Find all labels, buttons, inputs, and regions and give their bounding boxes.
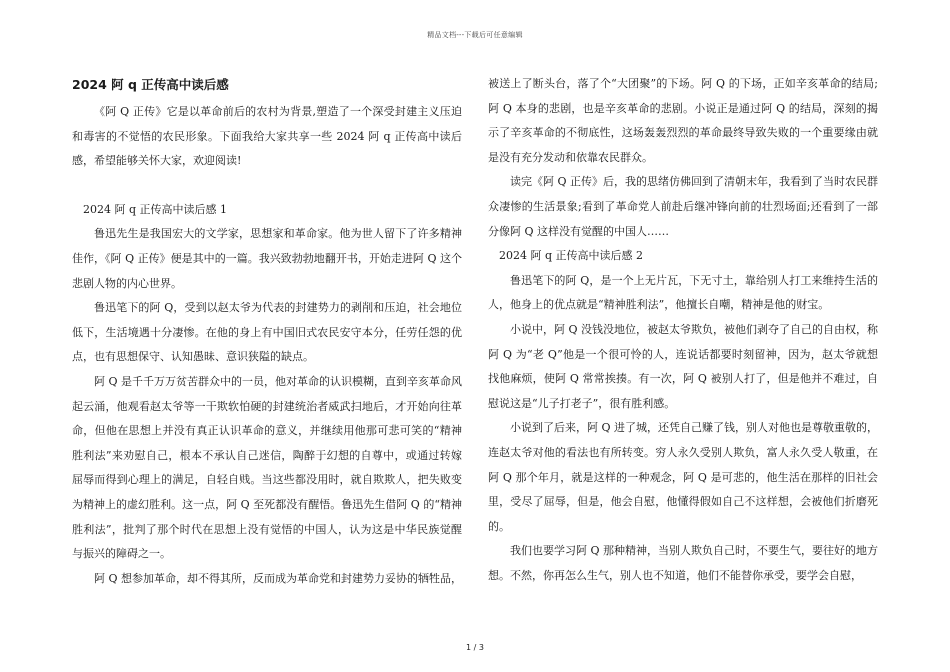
section-2-title: 2024 阿 q 正传高中读后感 2: [499, 249, 644, 263]
left-column: [72, 66, 462, 591]
paragraph: 读完《阿 Q 正传》后，我的思绪仿佛回到了清朝末年，我看到了当时农民群众凄惨的生活景象;看到了革命党人前赴后继冲锋向前的壮烈场面;还看到了一部分像阿 Q 这样没有觉醒的中国人……: [488, 175, 879, 238]
document-title: 2024 阿 q 正传高中读后感: [72, 77, 229, 92]
paragraph: 鲁迅笔下的阿 Q，受到以赵太爷为代表的封建势力的剥削和压迫，社会地位低下，生活境遇十分凄惨。在他的身上有中国旧式农民安守本分，任劳任怨的优点，也有思想保守、认知愚昧、意识狭隘的缺点。: [72, 301, 462, 364]
page-header: 精品文档---下载后可任意编辑: [427, 31, 523, 39]
paragraph: 阿 Q 想参加革命，却不得其所，反而成为革命党和封建势力妥协的牺牲品，: [94, 571, 463, 585]
right-column: [488, 72, 878, 588]
paragraph: 被送上了断头台，落了个“大团聚”的下场。阿 Q 的下场，正如辛亥革命的结局;阿 Q 本身的悲剧，也是辛亥革命的悲剧。小说正是通过阿 Q 的结局，深刻的揭示了辛亥革命的不彻底性，这场轰轰烈烈的革命最终导致失败的一个重要缘由就是没有充分发动和依靠农民群众。: [488, 77, 878, 164]
paragraph: 小说中，阿 Q 没钱没地位，被赵太爷欺负，被他们剥夺了自己的自由权，称阿 Q 为“老 Q”他是一个很可怜的人，连说话都要时刻留神，因为，赵太爷就想找他麻烦，使阿 Q 常常挨揍。有一次，阿 Q 被别人打了，但是他并不难过，自慰说这是“儿子打老子”，很有胜利感。: [488, 322, 879, 410]
section-1-title: 2024 阿 q 正传高中读后感 1: [83, 202, 228, 216]
paragraph: 我们也要学习阿 Q 那种精神，当别人欺负自己时，不要生气，要往好的地方想。不然，你再怎么生气，别人也不知道，他们不能替你承受，要学会自慰，: [488, 544, 879, 582]
paragraph: 小说到了后来，阿 Q 进了城，还凭自己赚了钱，别人对他也是尊敬重敬的，连赵太爷对他的看法也有所转变。穷人永久受别人欺负，富人永久受人敬重，在阿 Q 那个年月，就是这样的一种观念，阿 Q 是可悲的，他生活在那样的旧社会里，受尽了屈辱，但是，他会自慰，他懂得假如自己不这样想，会被他们折磨死的。: [488, 421, 879, 533]
page-number: 1 / 3: [466, 643, 484, 652]
paragraph: 阿 Q 是千千万万贫苦群众中的一员，他对革命的认识模糊，直到辛亥革命风起云涌，他观看赵太爷等一干欺软怕硬的封建统治者威武扫地后，才开始向往革命，但他在思想上并没有真正认识革命的意义，并继续用他那可悲可笑的“精神胜利法”来劝慰自己，根本不承认自己迷信，陶醉于幻想的自尊中，或通过转嫁屈辱而得到心理上的满足，自轻自贱。当这些都没用时，就自欺欺人，把失败变为精神上的虚幻胜利。这一点，阿 Q 至死都没有醒悟。鲁迅先生借阿 Q 的“精神胜利法”，批判了那个时代在思想上没有觉悟的中国人，认为这是中华民族觉醒与振兴的障碍之一。: [72, 374, 463, 561]
paragraph: 鲁迅笔下的阿 Q，是一个上无片瓦，下无寸土，靠给别人打工来维持生活的人，他身上的优点就是“精神胜利法”，他擅长自嘲，精神是他的财宝。: [488, 273, 878, 312]
intro-paragraph: 《阿 Q 正传》它是以革命前后的农村为背景,塑造了一个深受封建主义压迫和毒害的不觉悟的农民形象。下面我给大家共享一些 2024 阿 q 正传高中读后感，希望能够关怀大家，欢迎阅读!: [72, 105, 462, 168]
spacer: [72, 174, 462, 198]
paragraph: 鲁迅先生是我国宏大的文学家，思想家和革命家。他为世人留下了许多精神佳作，《阿 Q 正传》便是其中的一篇。我兴致勃勃地翻开书，开始走进阿 Q 这个悲剧人物的内心世界。: [72, 227, 462, 290]
